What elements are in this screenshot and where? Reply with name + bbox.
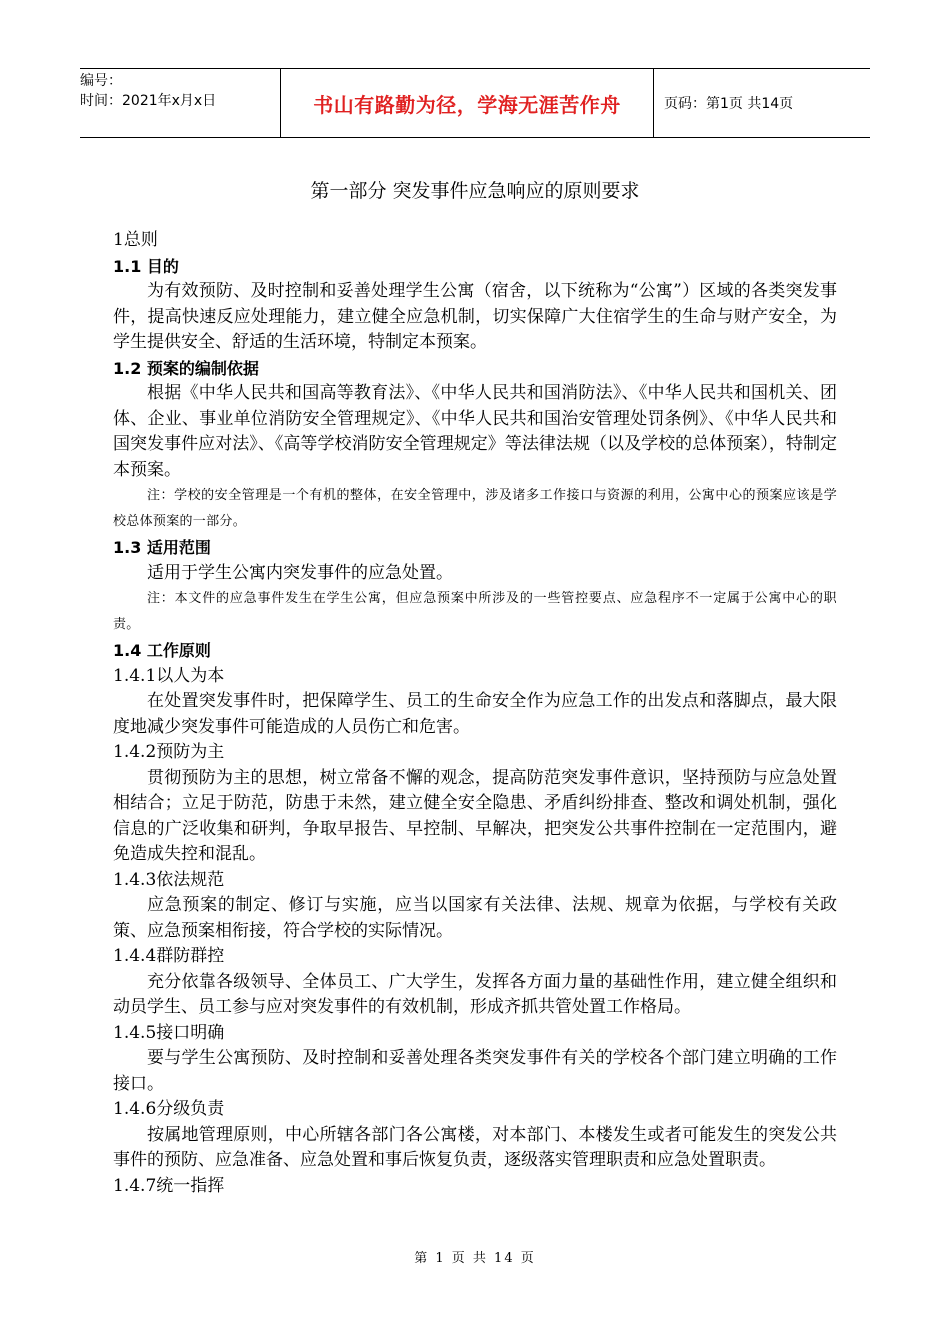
- document-title: 第一部分 突发事件应急响应的原则要求: [310, 180, 640, 202]
- subsection-heading: 1.1 目的: [113, 256, 179, 276]
- date-line: 时间：2021年x月x日: [80, 93, 217, 109]
- section-heading: 1.4.5接口明确: [113, 1022, 225, 1043]
- paragraph: 按属地管理原则，中心所辖各部门各公寓楼，对本部门、本楼发生或者可能发生的突发公共事件的预防、应急准备、应急处置和事后恢复负责，逐级落实管理职责和应急处置职责。: [113, 1124, 837, 1170]
- section-heading: 1.4.3依法规范: [113, 869, 225, 890]
- header-page-info: 页码：第1页 共14页: [664, 96, 794, 112]
- page-header: [80, 68, 870, 138]
- paragraph: 适用于学生公寓内突发事件的应急处置。: [147, 562, 453, 583]
- header-motto: 书山有路勤为径，学海无涯苦作舟: [280, 69, 654, 137]
- section-heading: 1.4.4群防群控: [113, 946, 225, 966]
- paragraph: 贯彻预防为主的思想，树立常备不懈的观念，提高防范突发事件意识，坚持预防与应急处置相结合；立足于防范，防患于未然，建立健全安全隐患、矛盾纠纷排查、整改和调处机制，强化信息的广泛收集和研判，争取早报告、早控制、早解决，把突发公共事件控制在一定范围内，避免造成失控和混乱。: [113, 767, 837, 864]
- paragraph: 根据《中华人民共和国高等教育法》、《中华人民共和国消防法》、《中华人民共和国机关、团体、企业、事业单位消防安全管理规定》、《中华人民共和国治安管理处罚条例》、《中华人民共和国突发事件应对法》、《高等学校消防安全管理规定》等法律法规（以及学校的总体预案），特制定本预案。: [113, 383, 837, 480]
- paragraph: 要与学生公寓预防、及时控制和妥善处理各类突发事件有关的学校各个部门建立明确的工作接口。: [113, 1048, 837, 1094]
- subsection-heading: 1.2 预案的编制依据: [113, 358, 259, 378]
- header-meta: [80, 69, 280, 137]
- section-heading: 1.4.2预防为主: [113, 742, 225, 762]
- section-heading: 1总则: [113, 230, 158, 250]
- paragraph: 为有效预防、及时控制和妥善处理学生公寓（宿舍，以下统称为“公寓”）区域的各类突发事件，提高快速反应处理能力，建立健全应急机制，切实保障广大住宿学生的生命与财产安全，为学生提供安全、舒适的生活环境，特制定本预案。: [113, 281, 837, 352]
- subsection-heading: 1.3 适用范围: [113, 538, 211, 557]
- paragraph: 在处置突发事件时，把保障学生、员工的生命安全作为应急工作的出发点和落脚点，最大限度地减少突发事件可能造成的人员伤亡和危害。: [113, 691, 837, 737]
- number-label: 编号：: [80, 73, 122, 89]
- section-heading: 1.4.1以人为本: [113, 665, 225, 686]
- paragraph: 应急预案的制定、修订与实施，应当以国家有关法律、法规、规章为依据，与学校有关政策、应急预案相衔接，符合学校的实际情况。: [113, 895, 837, 941]
- page-footer: 第 1 页 共 14 页: [414, 1251, 536, 1266]
- note-text: 注：学校的安全管理是一个有机的整体，在安全管理中，涉及诸多工作接口与资源的利用，公寓中心的预案应该是学校总体预案的一部分。: [113, 488, 837, 529]
- section-heading: 1.4.7统一指挥: [113, 1175, 225, 1196]
- note-text: 注：本文件的应急事件发生在学生公寓，但应急预案中所涉及的一些管控要点、应急程序不一定属于公寓中心的职责。: [113, 591, 837, 632]
- paragraph: 充分依靠各级领导、全体员工、广大学生，发挥各方面力量的基础性作用，建立健全组织和动员学生、员工参与应对突发事件的有效机制，形成齐抓共管处置工作格局。: [113, 971, 837, 1017]
- subsection-heading: 1.4 工作原则: [113, 641, 211, 660]
- document-body: [113, 228, 837, 1199]
- section-heading: 1.4.6分级负责: [113, 1099, 225, 1119]
